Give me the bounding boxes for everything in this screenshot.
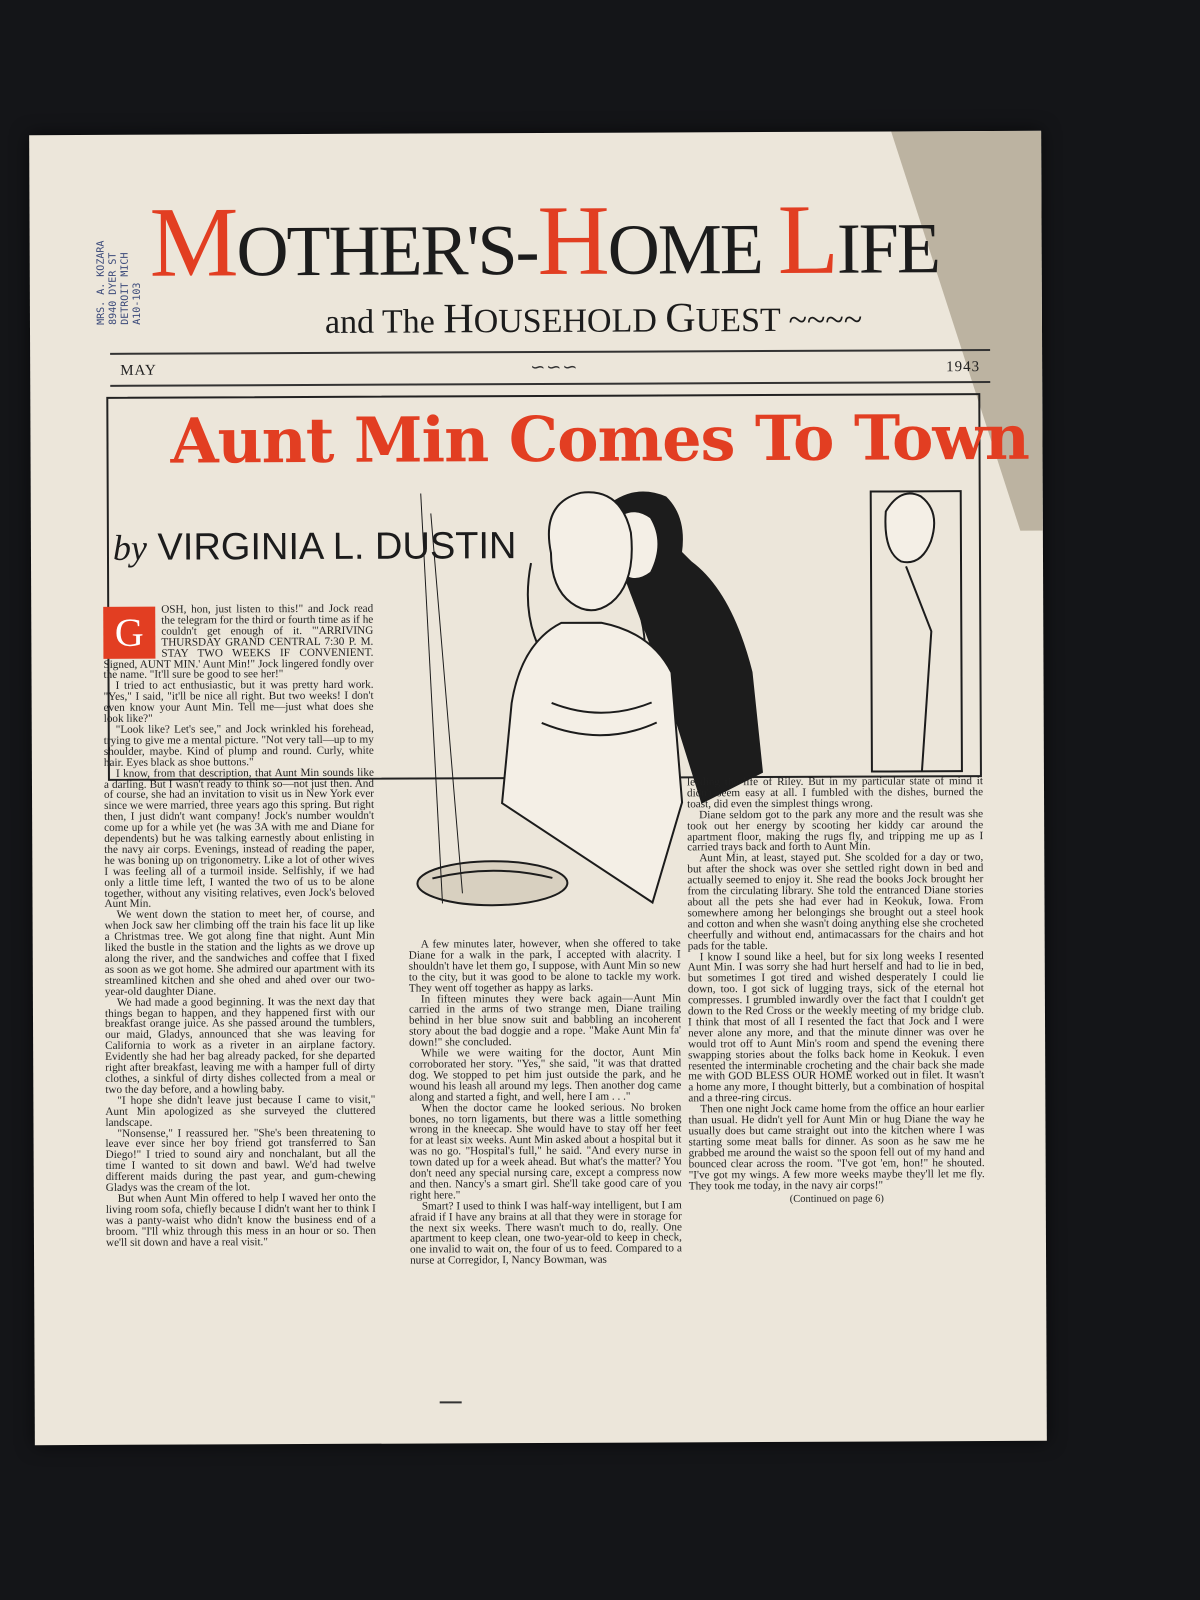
story-headline: Aunt Min Comes To Town — [170, 400, 1029, 478]
dateline — [120, 356, 981, 379]
paragraph: Aunt Min, at least, stayed put. She scolded for a day or two, but after the shock was over she settled right down in bed and actually seemed to enjoy it. She read the books Jock brought her from the circulating library. She told the entranced Diane stories about all the pets she had ever had in Keokuk, Iowa. From somewhere among her belongings she brought out a steel hook and cotton and when she wasn't doing anything else she crocheted cheerfully and without end, antimacassars for the chairs and hot pads for the table. — [687, 851, 984, 952]
stamp-line: 8940 DYER ST — [107, 252, 119, 325]
stamp-line: DETROIT MICH — [119, 252, 131, 325]
text-column-3 — [687, 776, 985, 1207]
paragraph: When the doctor came he looked serious. No broken bones, no torn ligaments, but there was a little something wrong in the kneecap. She would have to stay off her feet for at least six weeks. Aunt Min asked about a hospital but it was no go. "Hospital's full," he said. "And every nurse in town dated up for a week ahead. But what's the matter? You don't need any special nursing care, except a compress now and then. Nancy's a smart girl. She'll take good care of you right here." — [409, 1100, 682, 1202]
stamp-line: MRS. A. KOZARA — [95, 240, 107, 325]
paragraph: "Nonsense," I reassured her. "She's been threatening to leave ever since her boy friend got transferred to San Diego!" I tried to sound airy and nonchalant, but all the time I wanted to sit down and bawl. We'd had twelve different maids during the past year, and gum-chewing Gladys was the cream of the lot. — [105, 1126, 376, 1194]
issue-year: 1943 — [946, 359, 981, 376]
paragraph: But when Aunt Min offered to help I waved her onto the living room sofa, chiefly because I didn't want her to think I was a panty-waist who didn't know the business end of a broom. "I'll whiz through this mess in an hour or so. Then we'll sit down and have a real visit." — [105, 1191, 376, 1249]
continued-note: (Continued on page 6) — [789, 1193, 884, 1206]
issue-month: MAY — [120, 362, 157, 379]
paragraph: Smart? I used to think I was half-way intelligent, but I am afraid if I have any brains at all that they were in storage for the next six weeks. There wasn't much to do, really. One apartment to keep clean, one two-year-old to keep in check, one invalid to wait on, the four of us to feed. Compared to a nurse at Corregidor, I, Nancy Bowman, was — [409, 1199, 683, 1267]
magazine-subtitle: and The HOUSEHOLD GUEST ~~~~ — [324, 295, 863, 343]
swash-ornament: ~~~~ — [780, 301, 863, 339]
paragraph: We had made a good beginning. It was the next day that things began to happen, and they happened first with our breakfast orange juice. As she passed around the tumblers, our maid, Gladys, announced that she was leaving for California to work as a riveter in an airplane factory. Evidently she had her bag already packed, for she departed right after breakfast, leaving me with a hamper full of dirty clothes, a sinkful of dirty dishes collected from a meal or two the day before, and a howling baby. — [104, 995, 376, 1096]
masthead — [149, 153, 970, 347]
paragraph: Then one night Jock came home from the office an hour earlier than usual. He didn't yell for Aunt Min or hug Diane the way he usually does but came straight out into the kitchen where I was starting some meat balls for dinner. As soon as he saw me he grabbed me around the waist so the spoon fell out of my hand and bounced clear across the room. "I've got 'em, hon!" he shouted. "I've got my wings. A few more weeks maybe they'll let me fly. They took me today, in the navy air corps!" — [688, 1102, 985, 1192]
paragraph: I tried to act enthusiastic, but it was pretty hard work. "Yes," I said, "it'll be nice all right. But two weeks! I don't even know your Aunt Min. Tell me—just what does she look like?" — [103, 679, 374, 725]
story-byline: by VIRGINIA L. DUSTIN — [112, 525, 517, 569]
paragraph: While we were waiting for the doctor, Aunt Min corroborated her story. "Yes," she said, "it was that dratted dog. We stopped to pet him just outside the park, and he wound his leash all around my legs. Then another dog came along and started a fight, and well, here I am . . ." — [409, 1046, 682, 1104]
paragraph: "I hope she didn't leave just because I came to visit," Aunt Min apologized as she surveyed the cluttered landscape. — [105, 1093, 376, 1129]
divider — [110, 349, 990, 355]
paragraph: "Look like? Let's see," and Jock wrinkled his forehead, trying to give me a mental picture. "Not very tall—up to my shoulder, maybe. Kind of plump and round. Curly, white hair. Eyes black as shoe buttons." — [103, 722, 374, 769]
paragraph: leading the life of Riley. But in my particular state of mind it didn't seem easy at all. I fumbled with the dishes, burned the toast, did even the simplest things wrong. — [686, 775, 984, 811]
paragraph: We went down the station to meet her, of course, and when Jock saw her climbing off the train his face lit up like a Christmas tree. We got along fine that night. Aunt Min liked the bustle in the station and the lights as we drove up along the river, and the sandwiches and coffee that I fixed as soon as we got home. She admired our apartment with its streamlined kitchen and she ohed and ahed over our two-year-old daughter Diane. — [104, 908, 375, 998]
stamp-line: A10-103 — [131, 282, 143, 325]
magazine-title: MOTHER'S-HOME LIFE — [149, 183, 940, 298]
drop-cap: G — [103, 607, 155, 659]
paragraph: In fifteen minutes they were back again—Aunt Min carried in the arms of two strange men, Diane trailing behind in her blue snow suit and babbling an incoherent story about the bad doggie and a rope. "Make Aunt Min fa' down!" she concluded. — [408, 991, 682, 1049]
text-column-1: G OSH, hon, just listen to this!" and Jock read the telegram for the third or fourth time as if he couldn't get enough of it. "'ARRIVING THURSDAY GRAND CENTRAL 7:30 P. M. STAY TWO WEEKS IF CONVENIENT. Signed, AUNT MIN.' Aunt Min!" Jock lingered fondly over the name. "It'll sure be good to see her!" I tried to act enthusiastic, but it was pretty hard work. "Yes," I said, "it'll be nice all right. But two weeks! I don't even know your Aunt Min. Tell me—just what does she look like?" "Look like? Let's see," and Jock wrinkled his forehead, trying to give me a mental picture. "Not very tall—up to my shoulder, maybe. Kind of plump and round. Curly, white hair. Eyes black as shoe buttons." I know, from that description, that Aunt Min sounds like a darling. But I wasn't ready to think so—not just then. And of course, she had an invitation to visit us in New York ever since we were married, three years ago this spring. But right then, I just didn't want company! Jock's number wouldn't come up for a while yet (he was 3A with me and Diane for dependents) but he was talking earnestly about enlisting in the navy air corps. Evenings, instead of reading the paper, he was boning up on trigonometry. Like a lot of other wives I was feeling all of a turmoil inside. Selfishly, if we had only a little time left, I wanted the two of us to be alone together, without any visiting relatives, even Jock's beloved Aunt Min. We went down the station to meet her, of course, and when Jock saw her climbing off the train his face lit up like a Christmas tree. We got along fine that night. Aunt Min liked the bustle in the station and the lights as we drove up along the river, and the sandwiches and coffee that I fixed as soon as we got home. She admired our apartment with its streamlined kitchen and she ohed and ahed over our two-year-old daughter Diane. We had made a good beginning. It was the next day that things began to happen, and they happened first with our breakfast orange juice. As she passed around the tumblers, our maid, Gladys, announced that she was leaving for California to work as a riveter in an airplane factory. Evidently she had her bag already packed, for she departed right after breakfast, leaving me with a hamper full of dirty clothes, a sinkful of dirty dishes collected from a meal or two the day before, and a howling baby. "I hope she didn't leave just because I came to visit," Aunt Min apologized as she surveyed the cluttered landscape. "Nonsense," I reassured her. "She's been threatening to leave ever since her boy friend got transferred to San Diego!" I tried to sound airy and nonchalant, but all the time I wanted to sit down and bawl. We'd had twelve different maids during the past year, and gum-chewing Gladys was the cream of the lot. But when Aunt Min offered to help I waved her onto the living room sofa, chiefly because I didn't want her to think I was a panty-waist who didn't know the business end of a broom. "I'll whiz through this mess in an hour or so. Then we'll sit down and have a real visit." — [103, 602, 376, 1249]
magazine-page — [29, 131, 1047, 1445]
text-column-2 — [409, 938, 682, 1266]
paragraph: I know, from that description, that Aunt Min sounds like a darling. But I wasn't ready to think so—not just then. And of course, she had an invitation to visit us in New York ever since we were married, three years ago this spring. But right then, I just didn't want company! Jock's number wouldn't come up for a while yet (he was 3A with me and Diane for dependents) but he was talking earnestly about enlisting in the navy air corps. Evenings, instead of reading the paper, he was boning up on trigonometry. Like a lot of other wives I was feeling all of a turmoil inside. Selfishly, if we had only a little time left, I wanted the two of us to be alone together, without any visiting relatives, even Jock's beloved Aunt Min. — [103, 766, 375, 911]
page-dash — [440, 1401, 462, 1403]
divider — [110, 381, 990, 387]
paragraph: Diane seldom got to the park any more and the result was she took out her energy by scooting her kiddy car around the apartment floor, making the rugs fly, and tripping me up as I carried trays back and forth to Aunt Min. — [687, 807, 984, 854]
paragraph: A few minutes later, however, when she offered to take Diane for a walk in the park, I accepted with alacrity. I shouldn't have let them go, I suppose, with Aunt Min so new to the city, but it was good to be alone to tackle my work. They went off together as happy as larks. — [408, 937, 681, 995]
paragraph: I know I sound like a heel, but for six long weeks I resented Aunt Min. I was sorry she had hurt herself and had to lie in bed, but sometimes I got tired and wished desperately I could lie down, too. I got sick of lugging trays, sick of the eternal hot compresses. I grumbled inwardly over the fact that I couldn't get down to the Red Cross or the weekly meeting of my bridge club. I think that most of all I resented the fact that Jock and I were never alone any more, and that the minute dinner was over he would trot off to Aunt Min's room and spend the evening there swapping stories about the folks back home in Keokuk. I even resented the interminable crocheting and the chair back she made me with GOD BLESS OUR HOME worked out in filet. It wasn't a home any more, I thought bitterly, but a combination of hospital and a three-ring circus. — [687, 949, 985, 1105]
ornament: ∽∽∽ — [530, 356, 579, 378]
